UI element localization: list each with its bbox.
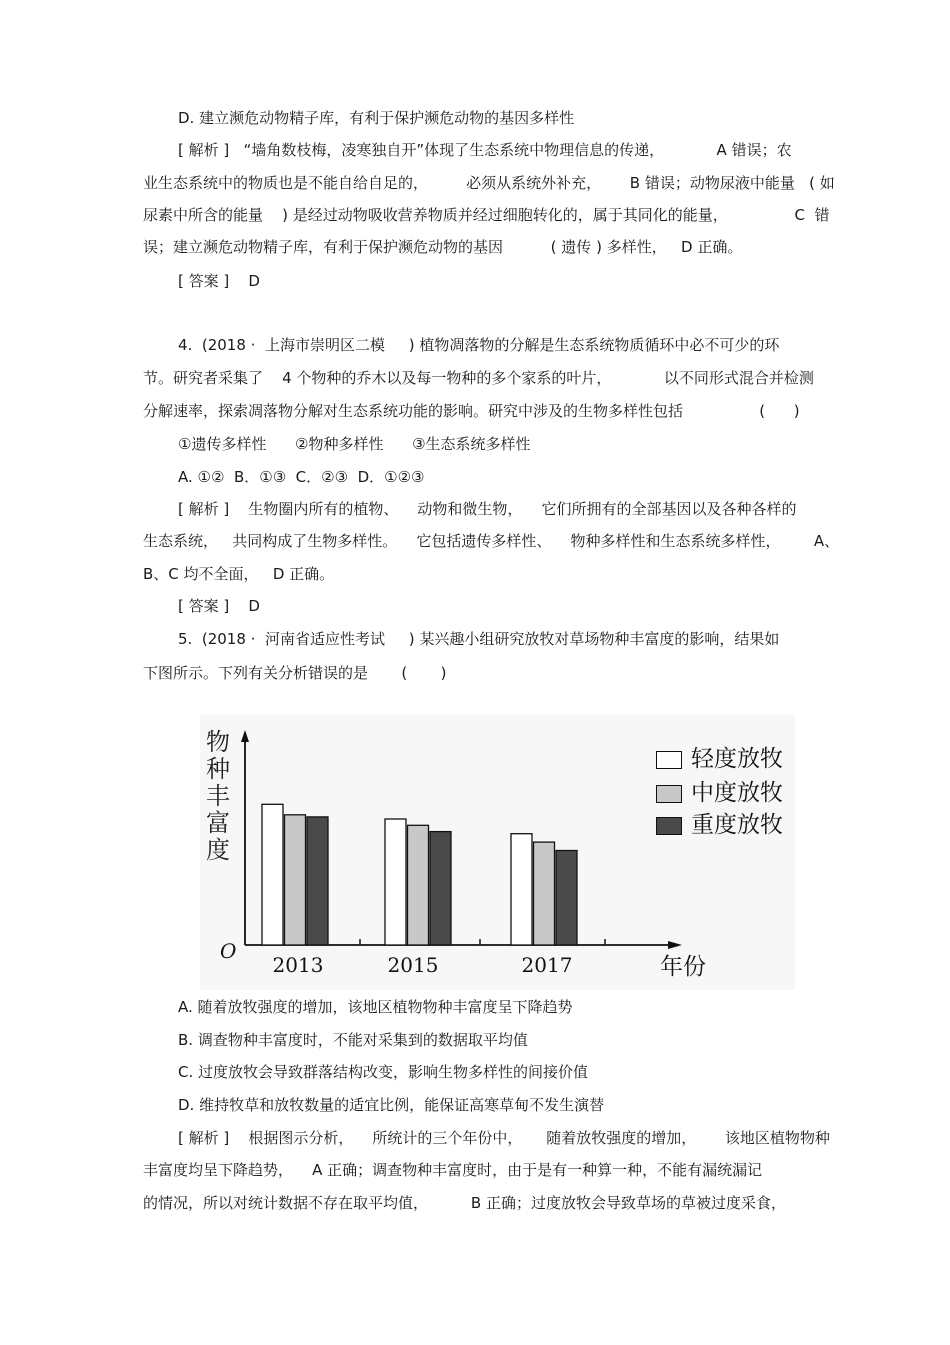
text-line: [ 答案 ] D [178, 597, 260, 615]
text-line: B、C 均不全面， D 正确。 [143, 565, 335, 583]
text-line: ①遗传多样性 ②物种多样性 ③生态系统多样性 [178, 435, 531, 453]
y-axis-label: 物种丰富度 [206, 728, 230, 864]
text-line: [ 解析 ] “墙角数枝梅，凌寒独自开”体现了生态系统中物理信息的传递， A 错误；农 [178, 141, 792, 159]
legend-label-medium: 中度放牧 [691, 780, 783, 806]
legend-label-heavy: 重度放牧 [691, 812, 783, 838]
y-axis-arrow [241, 730, 249, 742]
text-line: A. 随着放牧强度的增加，该地区植物物种丰富度呈下降趋势 [178, 998, 573, 1016]
origin-label: O [220, 939, 237, 963]
text-line: [ 解析 ] 生物圈内所有的植物、 动物和微生物， 它们所拥有的全部基因以及各种各样的 [178, 500, 797, 518]
text-line: 5. (2018 · 河南省适应性考试 ) 某兴趣小组研究放牧对草场物种丰富度的影响，结果如 [178, 630, 780, 648]
text-line: 分解速率，探索凋落物分解对生态系统功能的影响。研究中涉及的生物多样性包括 ( ) [143, 402, 800, 420]
legend-swatch-light [656, 751, 682, 769]
bar-2013-series-2 [307, 817, 328, 945]
text-line: 的情况，所以对统计数据不存在取平均值， B 正确；过度放牧会导致草场的草被过度采食， [143, 1194, 786, 1212]
bar-2017-series-0 [511, 834, 532, 945]
legend-swatch-medium [656, 785, 682, 803]
bar-2013-series-1 [285, 815, 306, 945]
text-line: C. 过度放牧会导致群落结构改变，影响生物多样性的间接价值 [178, 1063, 589, 1081]
text-line: 下图所示。下列有关分析错误的是 ( ) [143, 664, 447, 682]
x-axis-label: 年份 [660, 954, 706, 980]
legend-label-light: 轻度放牧 [691, 746, 783, 772]
bar-2015-series-2 [430, 832, 451, 945]
text-line: B. 调查物种丰富度时，不能对采集到的数据取平均值 [178, 1031, 528, 1049]
bar-2017-series-1 [534, 842, 555, 945]
x-tick-2015: 2015 [387, 953, 439, 977]
bar-2015-series-1 [408, 825, 429, 945]
text-line: [ 答案 ] D [178, 272, 260, 290]
legend-swatch-heavy [656, 817, 682, 835]
x-tick-2013: 2013 [272, 953, 324, 977]
text-line: D. 建立濒危动物精子库，有利于保护濒危动物的基因多样性 [178, 109, 575, 127]
bar-2015-series-0 [385, 819, 406, 945]
text-line: D. 维持牧草和放牧数量的适宜比例，能保证高寒草甸不发生演替 [178, 1096, 605, 1114]
text-line: 4. (2018 · 上海市崇明区二模 ) 植物凋落物的分解是生态系统物质循环中必不可少的环 [178, 336, 780, 354]
bar-2013-series-0 [262, 804, 283, 945]
text-line: 误；建立濒危动物精子库，有利于保护濒危动物的基因 ( 遗传 ) 多样性， D 正确。 [143, 238, 743, 256]
text-line: 生态系统， 共同构成了生物多样性。 它包括遗传多样性、 物种多样性和生态系统多样性， A、 [143, 532, 840, 550]
text-line: A. ①② B．①③ C．②③ D．①②③ [178, 468, 425, 486]
x-tick-2017: 2017 [521, 953, 573, 977]
text-line: [ 解析 ] 根据图示分析， 所统计的三个年份中， 随着放牧强度的增加， 该地区植物物种 [178, 1129, 830, 1147]
text-line: 丰富度均呈下降趋势， A 正确；调查物种丰富度时，由于是有一种算一种，不能有漏统漏记 [143, 1161, 763, 1179]
text-line: 业生态系统中的物质也是不能自给自足的， 必须从系统外补充， B 错误；动物尿液中能量 ( 如 [143, 174, 835, 192]
bar-2017-series-2 [556, 851, 577, 946]
text-line: 节。研究者采集了 4 个物种的乔木以及每一物种的多个家系的叶片， 以不同形式混合并检测 [143, 369, 814, 387]
text-line: 尿素中所含的能量 ) 是经过动物吸收营养物质并经过细胞转化的，属于其同化的能量， C 错 [143, 206, 830, 224]
bar-chart-figure [200, 715, 795, 990]
